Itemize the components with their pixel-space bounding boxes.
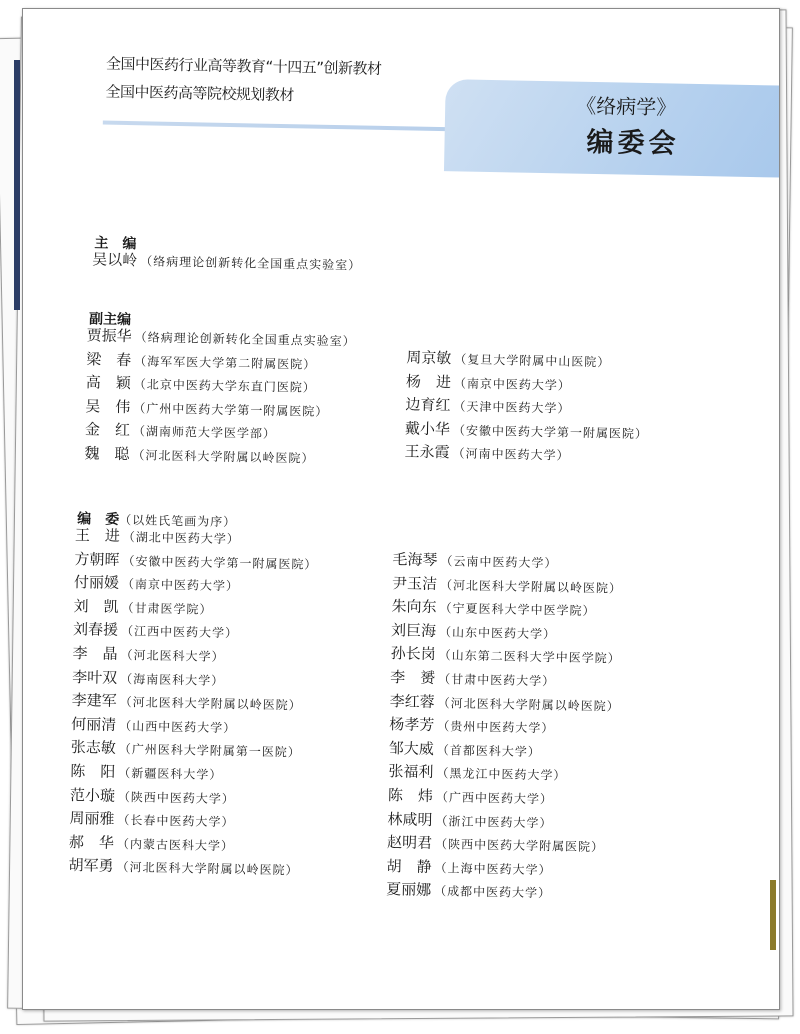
member-affiliation: （首都医科大学） (436, 742, 541, 759)
member-affiliation: （海南医科大学） (120, 671, 225, 688)
member-affiliation: （浙江中医药大学） (435, 813, 553, 830)
member-row (68, 854, 311, 882)
member-affiliation: （北京中医药大学东直门医院） (133, 377, 316, 395)
member-name: 李 赟 (390, 668, 436, 688)
member-name: 郝 华 (68, 832, 115, 852)
member-name: 边育红 (405, 395, 451, 415)
member-row (404, 441, 647, 469)
member-name: 何丽清 (71, 714, 117, 734)
member-name: 梁 春 (86, 349, 132, 369)
committee-title: 编委会 (586, 126, 680, 160)
member-name: 李 晶 (72, 644, 118, 663)
member-affiliation: （江西中医药大学） (120, 624, 239, 641)
editorial-board-right (386, 548, 623, 906)
series-title-2: 全国中医药高等院校规划教材 (105, 82, 295, 105)
member-name: 李叶双 (72, 667, 118, 687)
editorial-board-title: 编 委 (77, 511, 120, 528)
member-row (84, 442, 353, 471)
member-name: 李红蓉 (389, 691, 435, 711)
member-affiliation: （山东第二医科大学中医学院） (438, 648, 621, 666)
member-affiliation: （安徽中医药大学第一附属医院） (122, 553, 318, 572)
member-affiliation: （陕西中医药大学附属医院） (434, 837, 605, 855)
member-row (386, 878, 616, 906)
member-affiliation: （河北医科大学附属以岭医院） (437, 695, 620, 714)
member-affiliation: （甘肃医学院） (121, 600, 213, 617)
member-name: 杨 进 (405, 372, 452, 391)
member-affiliation: （天津中医药大学） (453, 399, 571, 416)
member-affiliation: （海军军医大学第二附属医院） (134, 353, 317, 372)
cover-edge (770, 880, 776, 950)
member-affiliation: （陕西中医药大学） (117, 789, 236, 806)
member-name: 陈 阳 (70, 761, 116, 781)
member-affiliation: （云南中医药大学） (440, 554, 558, 571)
member-name: 金 红 (84, 420, 131, 440)
member-name: 周京敏 (406, 348, 452, 368)
member-name: 赵明君 (386, 833, 433, 853)
member-affiliation: （南京中医药大学） (453, 375, 572, 393)
member-affiliation: （湖北中医药大学） (122, 530, 241, 547)
member-name: 邹大威 (388, 738, 435, 758)
member-name: 刘 凯 (73, 596, 119, 616)
member-name: 夏丽娜 (385, 880, 432, 900)
book-title: 《络病学》 (576, 93, 677, 120)
member-name: 胡 静 (386, 856, 432, 876)
member-name: 王永霞 (404, 442, 450, 462)
member-affiliation: （广州中医药大学第一附属医院） (133, 400, 329, 419)
member-name: 张福利 (388, 762, 434, 782)
member-affiliation: （内蒙古医科大学） (116, 836, 235, 853)
member-name: 付丽媛 (73, 573, 120, 593)
member-name: 吴以岭 (92, 250, 138, 270)
member-name: 王 进 (74, 526, 121, 545)
member-name: 尹玉洁 (391, 573, 438, 593)
member-affiliation: （新疆医科大学） (118, 765, 223, 782)
member-affiliation: （河北医科大学） (120, 647, 225, 664)
member-affiliation: （络病理论创新转化全国重点实验室） (140, 254, 362, 273)
member-name: 刘春援 (72, 620, 119, 640)
member-name: 李建军 (71, 691, 117, 711)
member-row (92, 248, 361, 277)
editorial-board-left (68, 524, 318, 883)
member-affiliation: （复旦大学附属中山医院） (454, 352, 611, 370)
member-affiliation: （河北医科大学附属以岭医院） (116, 860, 299, 878)
member-affiliation: （上海中医药大学） (434, 860, 552, 878)
member-affiliation: （甘肃中医药大学） (438, 672, 556, 689)
member-name: 周丽雅 (69, 809, 115, 829)
member-affiliation: （成都中医药大学） (434, 884, 552, 901)
member-affiliation: （河北医科大学附属以岭医院） (439, 577, 623, 596)
document-page (22, 8, 780, 1010)
member-affiliation: （山东中医药大学） (438, 624, 557, 642)
member-name: 魏 聪 (84, 444, 130, 464)
deputy-editors-heading: 副主编 (88, 311, 132, 329)
member-affiliation: （广西中医药大学） (435, 790, 554, 807)
member-name: 戴小华 (404, 419, 451, 439)
member-name: 刘巨海 (390, 620, 437, 640)
deputy-editors-left (84, 324, 356, 471)
ordering-note: （以姓氏笔画为序） (119, 512, 237, 530)
chief-editor-heading: 主 编 (94, 235, 137, 253)
member-affiliation: （河北医科大学附属以岭医院） (132, 448, 315, 466)
cover-edge (14, 60, 20, 310)
member-affiliation: （河北医科大学附属以岭医院） (119, 695, 302, 713)
member-name: 孙长岗 (390, 644, 436, 664)
member-name: 范小璇 (69, 785, 116, 805)
member-affiliation: （宁夏医科大学中医学院） (439, 601, 596, 619)
member-affiliation: （湖南师范大学医学部） (132, 424, 277, 442)
chief-editor-list (92, 248, 361, 277)
member-name: 朱向东 (391, 597, 437, 617)
member-name: 方朝晖 (74, 549, 120, 569)
member-name: 吴 伟 (85, 397, 131, 416)
member-affiliation: （广州医科大学附属第一医院） (118, 742, 301, 760)
member-affiliation: （贵州中医药大学） (437, 719, 555, 736)
member-affiliation: （黑龙江中医药大学） (436, 766, 567, 783)
member-affiliation: （河南中医药大学） (452, 446, 570, 463)
member-affiliation: （安徽中医药大学第一附属医院） (452, 423, 649, 441)
member-name: 高 颖 (85, 373, 132, 393)
member-affiliation: （长春中医药大学） (117, 813, 235, 830)
member-affiliation: （南京中医药大学） (121, 577, 240, 594)
series-title-1: 全国中医药行业高等教育“十四五”创新教材 (105, 54, 382, 78)
member-name: 胡军勇 (68, 856, 114, 876)
member-affiliation: （络病理论创新转化全国重点实验室） (134, 330, 356, 349)
member-name: 林咸明 (387, 809, 433, 829)
member-name: 毛海琴 (392, 550, 438, 570)
member-affiliation: （山西中医药大学） (119, 718, 237, 735)
member-name: 杨孝芳 (389, 715, 435, 735)
page-content (22, 9, 779, 1010)
deputy-editors-right (404, 346, 649, 469)
member-name: 贾振华 (86, 326, 132, 346)
member-name: 陈 炜 (387, 786, 434, 805)
member-name: 张志敏 (70, 738, 117, 758)
